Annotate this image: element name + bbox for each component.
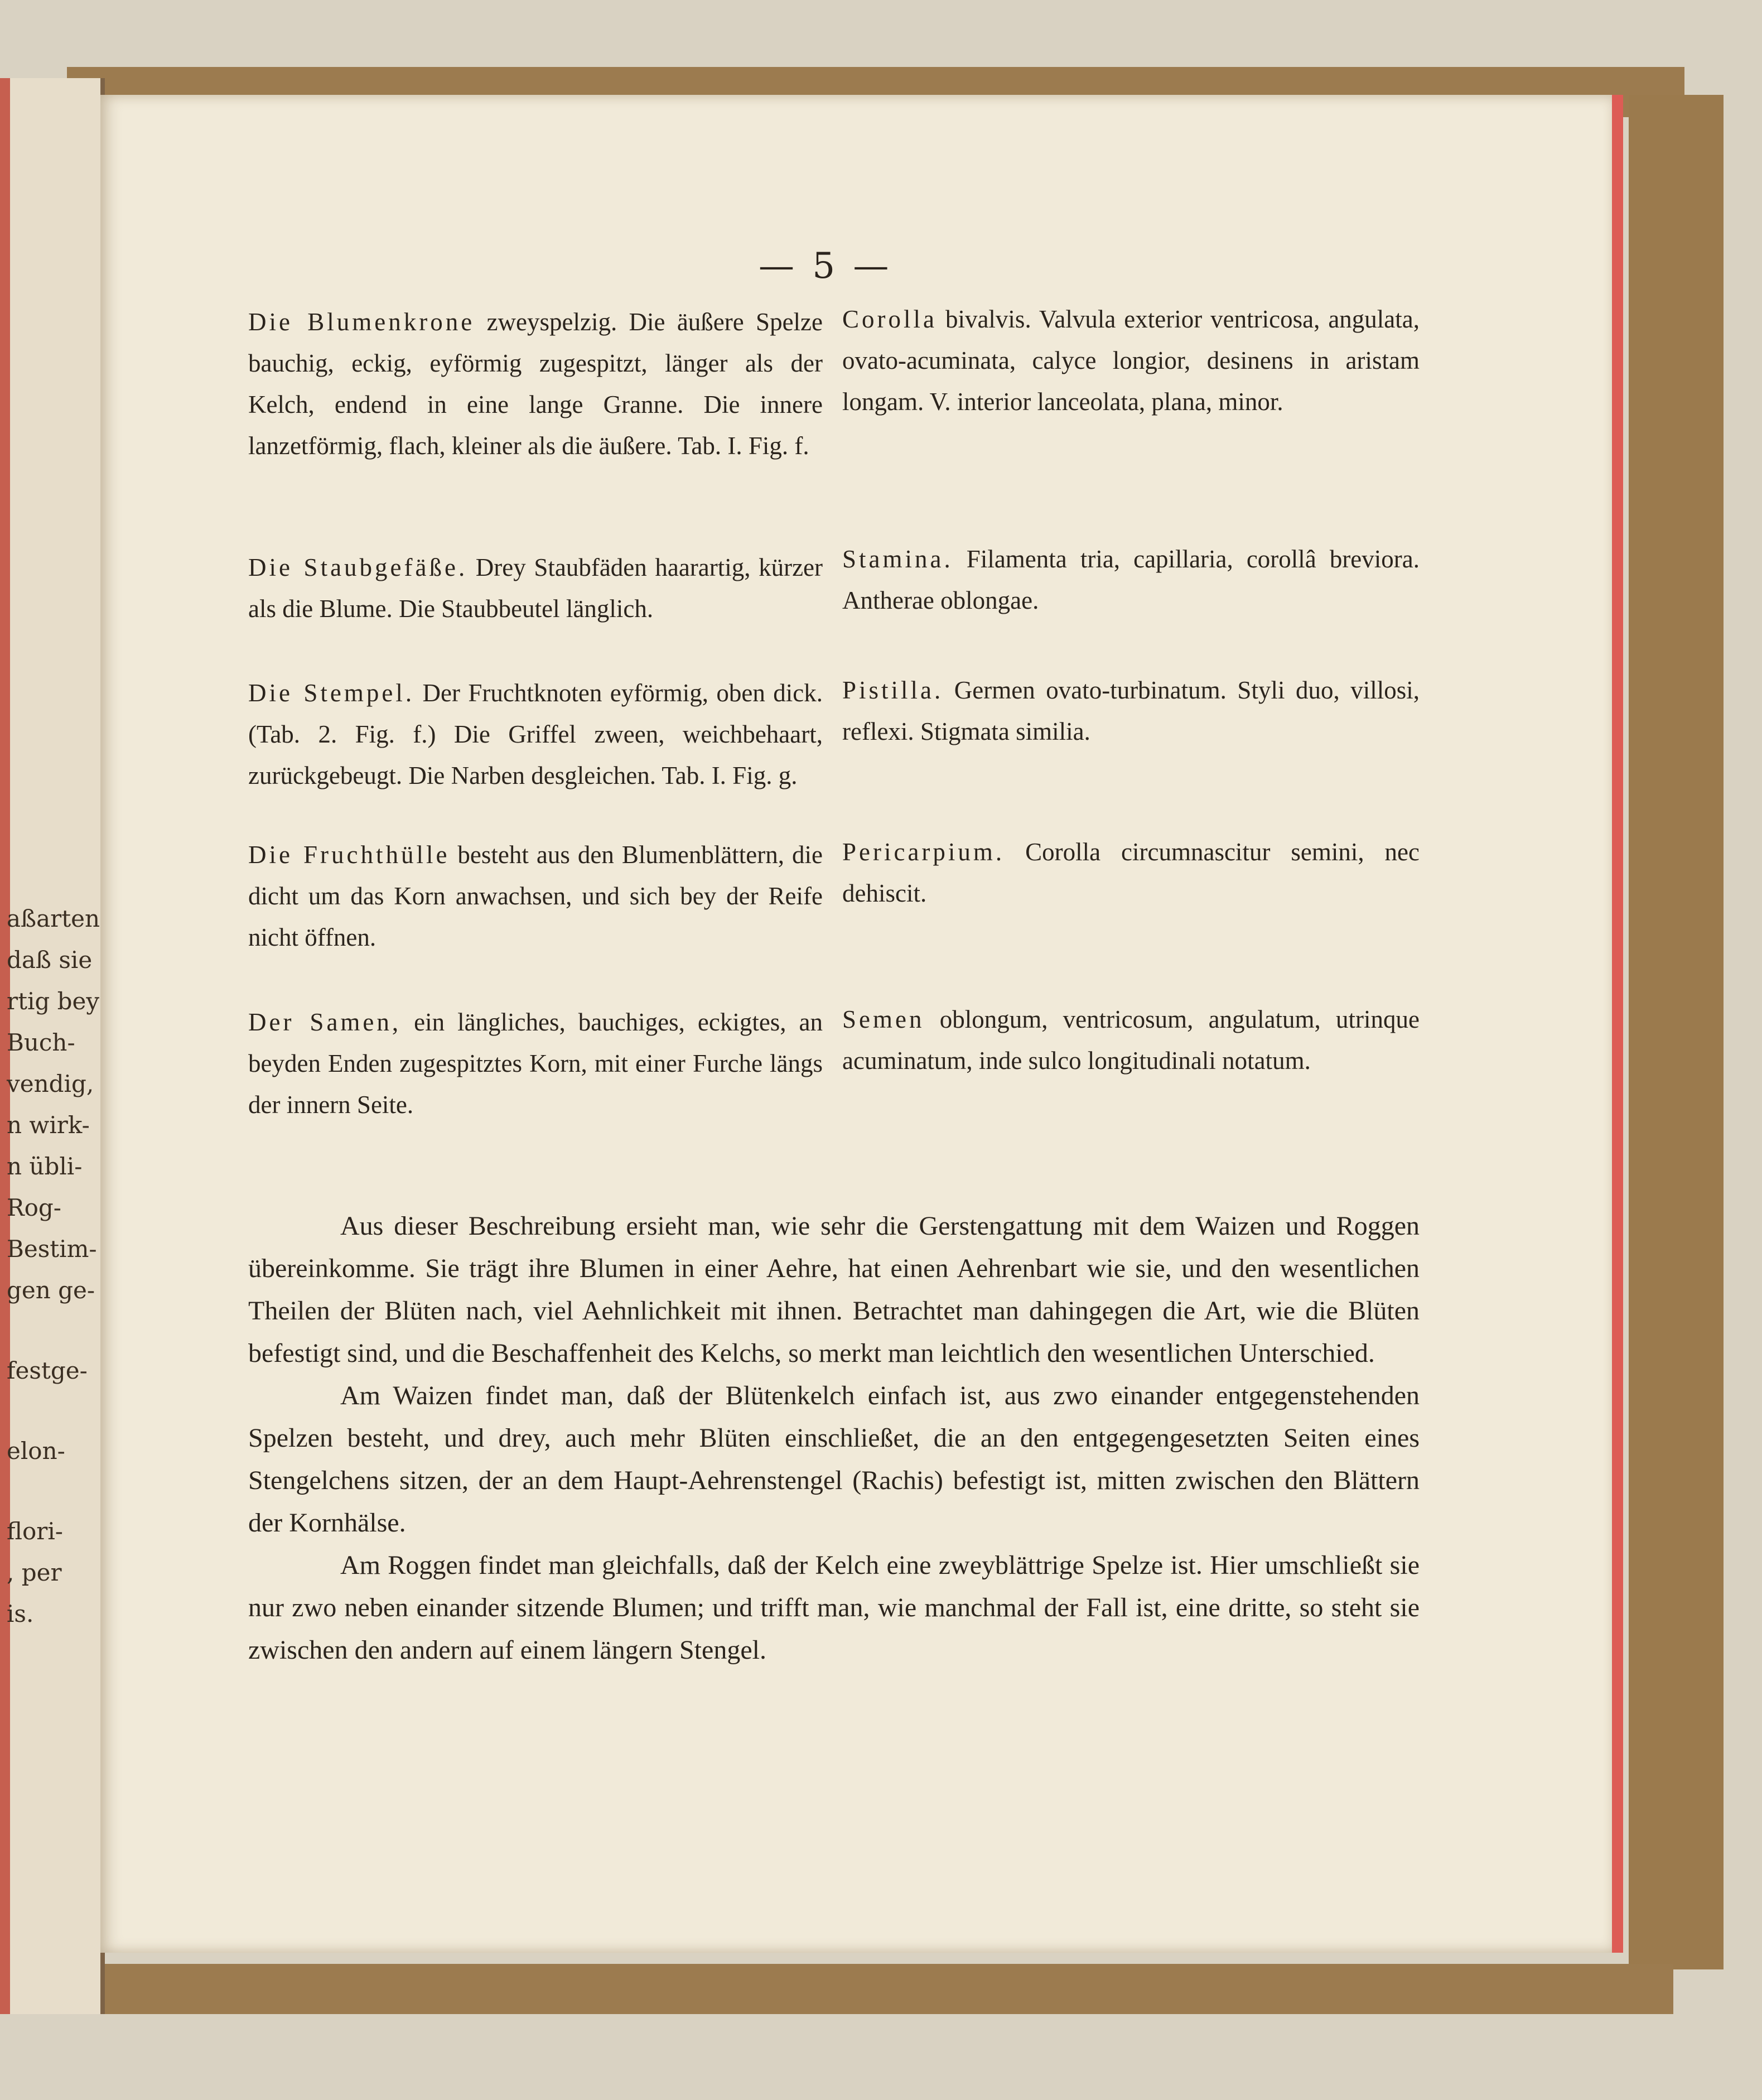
german-paragraph	[248, 834, 823, 958]
paragraph: Am Roggen findet man gleichfalls, daß der Kelch eine zweyblättrige Spelze ist. Hier umschließt sie nur zwo neben einander sitzende Blumen; und trifft man, wie manchmal der Fall ist, eine dritte, so steht sie zwischen den andern auf einem längern Stengel.	[248, 1550, 1420, 1665]
left-fragment: festge-	[7, 1357, 88, 1384]
german-text: ein längliches, bauchiges, eckigtes, an beyden Enden zugespitztes Korn, mit einer Furche längs der innern Seite.	[248, 1008, 823, 1119]
left-fragment: aßarten	[7, 905, 100, 932]
latin-text: Filamenta tria, capillaria, corollâ breviora. Antherae oblongae.	[842, 545, 1420, 614]
left-fragment: vendig,	[7, 1070, 94, 1097]
latin-lead: Semen	[842, 1005, 925, 1033]
german-lead: Die Fruchthülle	[248, 841, 450, 869]
latin-lead: Stamina.	[842, 545, 953, 573]
german-text: zweyspelzig. Die äußere Spelze bauchig, eckig, eyförmig zugespitzt, länger als der Kelch, endend in eine lange Granne. Die innere lanzetförmig, flach, kleiner als die äußere. Tab. I. Fig. f.	[248, 308, 823, 460]
left-fragment: , per	[7, 1559, 62, 1586]
german-text: Der Fruchtknoten eyförmig, oben dick. (Tab. 2. Fig. f.) Die Griffel zween, weichbehaart, zurückgebeugt. Die Narben desgleichen. Tab. I. Fig. g.	[248, 679, 823, 789]
latin-text: Germen ovato-turbinatum. Styli duo, villosi, reflexi. Stigmata similia.	[842, 676, 1420, 745]
german-text: besteht aus den Blumenblättern, die dicht um das Korn anwachsen, und sich bey der Reife nicht öffnen.	[248, 841, 823, 951]
paragraph: Aus dieser Beschreibung ersieht man, wie sehr die Gerstengattung mit dem Waizen und Roggen übereinkomme. Sie trägt ihre Blumen in einer Aehre, hat einen Aehrenbart wie sie, und den wesentlichen Theilen der Blüten nach, viel Aehnlichkeit mit ihnen. Betrachtet man dahingegen die Art, wie die Blüten befestigt sind, und die Beschaffenheit des Kelchs, so merkt man leichtlich den wesentlichen Unterschied.	[248, 1211, 1420, 1368]
left-page-edge	[0, 78, 105, 2014]
left-margin-fragments	[7, 898, 100, 1635]
german-lead: Die Blumenkrone	[248, 308, 475, 336]
left-fragment: flori-	[7, 1518, 64, 1545]
left-fragment: Buch-	[7, 1029, 75, 1056]
german-paragraph	[248, 301, 823, 466]
german-lead: Die Stempel.	[248, 679, 415, 707]
german-lead: Der Samen,	[248, 1008, 402, 1036]
book-cover-right	[1629, 95, 1724, 1969]
left-fragment: Rog-	[7, 1194, 61, 1221]
page-number: — 5 —	[759, 245, 892, 287]
latin-text: oblongum, ventricosum, angulatum, utrinque acuminatum, inde sulco longitudinali notatum.	[842, 1005, 1420, 1075]
latin-paragraph	[842, 538, 1420, 621]
german-text: Drey Staubfäden haarartig, kürzer als die Blume. Die Staubbeutel länglich.	[248, 553, 823, 623]
latin-paragraph	[842, 831, 1420, 914]
left-fragment: is.	[7, 1600, 34, 1627]
full-width-text	[248, 1205, 1420, 1672]
left-fragment: n übli-	[7, 1153, 83, 1180]
latin-text: Corolla circumnascitur semini, nec dehiscit.	[842, 838, 1420, 907]
left-fragment: daß sie	[7, 946, 93, 974]
latin-paragraph	[842, 670, 1420, 752]
left-fragment: n wirk-	[7, 1111, 90, 1139]
german-lead: Die Staubgefäße.	[248, 553, 468, 581]
latin-text: bivalvis. Valvula exterior ventricosa, angulata, ovato-acuminata, calyce longior, desinens in aristam longam. V. interior lanceolata, plana, minor.	[842, 305, 1420, 416]
left-fragment: rtig bey	[7, 988, 100, 1015]
left-fragment: gen ge-	[7, 1277, 95, 1304]
latin-paragraph	[842, 298, 1420, 422]
german-paragraph	[248, 1001, 823, 1125]
latin-lead: Pistilla.	[842, 676, 944, 704]
left-fragment: elon-	[7, 1437, 65, 1465]
left-fragment: Bestim-	[7, 1235, 97, 1263]
latin-paragraph	[842, 999, 1420, 1081]
german-paragraph	[248, 672, 823, 796]
latin-lead: Corolla	[842, 305, 937, 333]
book-cover-bottom	[84, 1964, 1673, 2014]
latin-lead: Pericarpium.	[842, 838, 1005, 866]
german-paragraph	[248, 547, 823, 629]
paragraph: Am Waizen findet man, daß der Blütenkelch einfach ist, aus zwo einander entgegenstehenden Spelzen besteht, und drey, auch mehr Blüten einschließet, die an den entgegengesetzten Seiten eines Stengelchens sitzen, der an dem Haupt-Aehrenstengel (Rachis) befestigt ist, mitten zwischen den Blättern der Kornhälse.	[248, 1381, 1420, 1538]
